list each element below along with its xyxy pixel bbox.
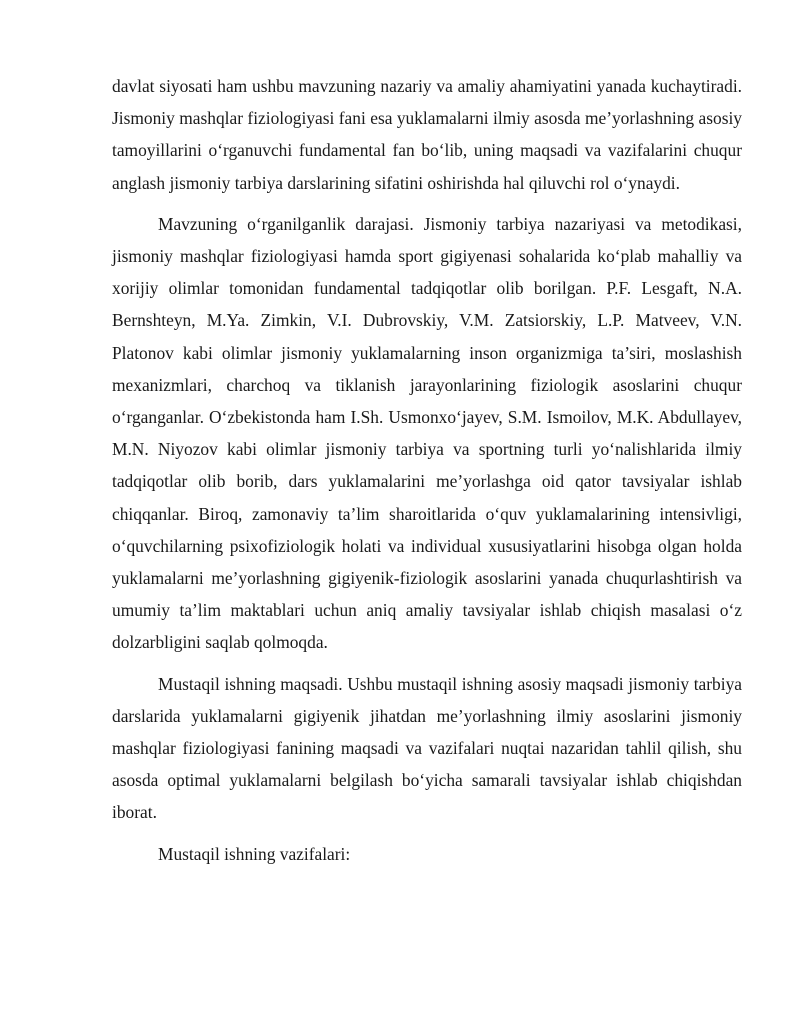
paragraph-study-level: Mavzuning o‘rganilganlik darajasi. Jismoniy tarbiya nazariyasi va metodikasi, jismoniy mashqlar fiziologiyasi hamda sport gigiyenasi sohalarida ko‘plab mahalliy va xorijiy olimlar tomonidan fundamental tadqiqotlar olib borilgan. P.F. Lesgaft, N.A. Bernshteyn, M.Ya. Zimkin, V.I. Dubrovskiy, V.M. Zatsiorskiy, L.P. Matveev, V.N. Platonov kabi olimlar jismoniy yuklamalarning inson organizmiga ta’siri, moslashish mexanizmlari, charchoq va tiklanish jarayonlarining fiziologik asoslarini chuqur o‘rganganlar. O‘zbekistonda ham I.Sh. Usmonxo‘jayev, S.M. Ismoilov, M.K. Abdullayev, M.N. Niyozov kabi olimlar jismoniy tarbiya va sportning turli yo‘nalishlarida ilmiy tadqiqotlar olib borib, dars yuklamalarini me’yorlashga oid qator tavsiyalar ishlab chiqqanlar. Biroq, zamonaviy ta’lim sharoitlarida o‘quv yuklamalarining intensivligi, o‘quvchilarning psixofiziologik holati va individual xususiyatlarini hisobga olgan holda yuklamalarni me’yorlashning gigiyenik-fiziologik asoslarini yanada chuqurlashtirish va umumiy ta’lim maktablari uchun aniq amaliy tavsiyalar ishlab chiqish masalasi o‘z dolzarbligini saqlab qolmoqda. bbox=[112, 213, 742, 653]
body-text bbox=[112, 70, 742, 879]
paragraph-continuation: davlat siyosati ham ushbu mavzuning nazariy va amaliy ahamiyatini yanada kuchaytiradi. Jismoniy mashqlar fiziologiyasi fani esa yuklamalarni ilmiy asosda me’yorlashning asosiy tamoyillarini o‘rganuvchi fundamental fan bo‘lib, uning maqsadi va vazifalarini chuqur anglash jismoniy tarbiya darslarining sifatini oshirishda hal qiluvchi rol o‘ynaydi. bbox=[112, 76, 742, 193]
paragraph-work-goal: Mustaqil ishning maqsadi. Ushbu mustaqil ishning asosiy maqsadi jismoniy tarbiya darslarida yuklamalarni gigiyenik jihatdan me’yorlashning ilmiy asoslarini jismoniy mashqlar fiziologiyasi fanining maqsadi va vazifalari nuqtai nazaridan tahlil qilish, shu asosda optimal yuklamalarni belgilash bo‘yicha samarali tavsiyalar ishlab chiqishdan iborat. bbox=[112, 673, 742, 823]
paragraph-work-tasks-heading: Mustaqil ishning vazifalari: bbox=[158, 843, 351, 864]
